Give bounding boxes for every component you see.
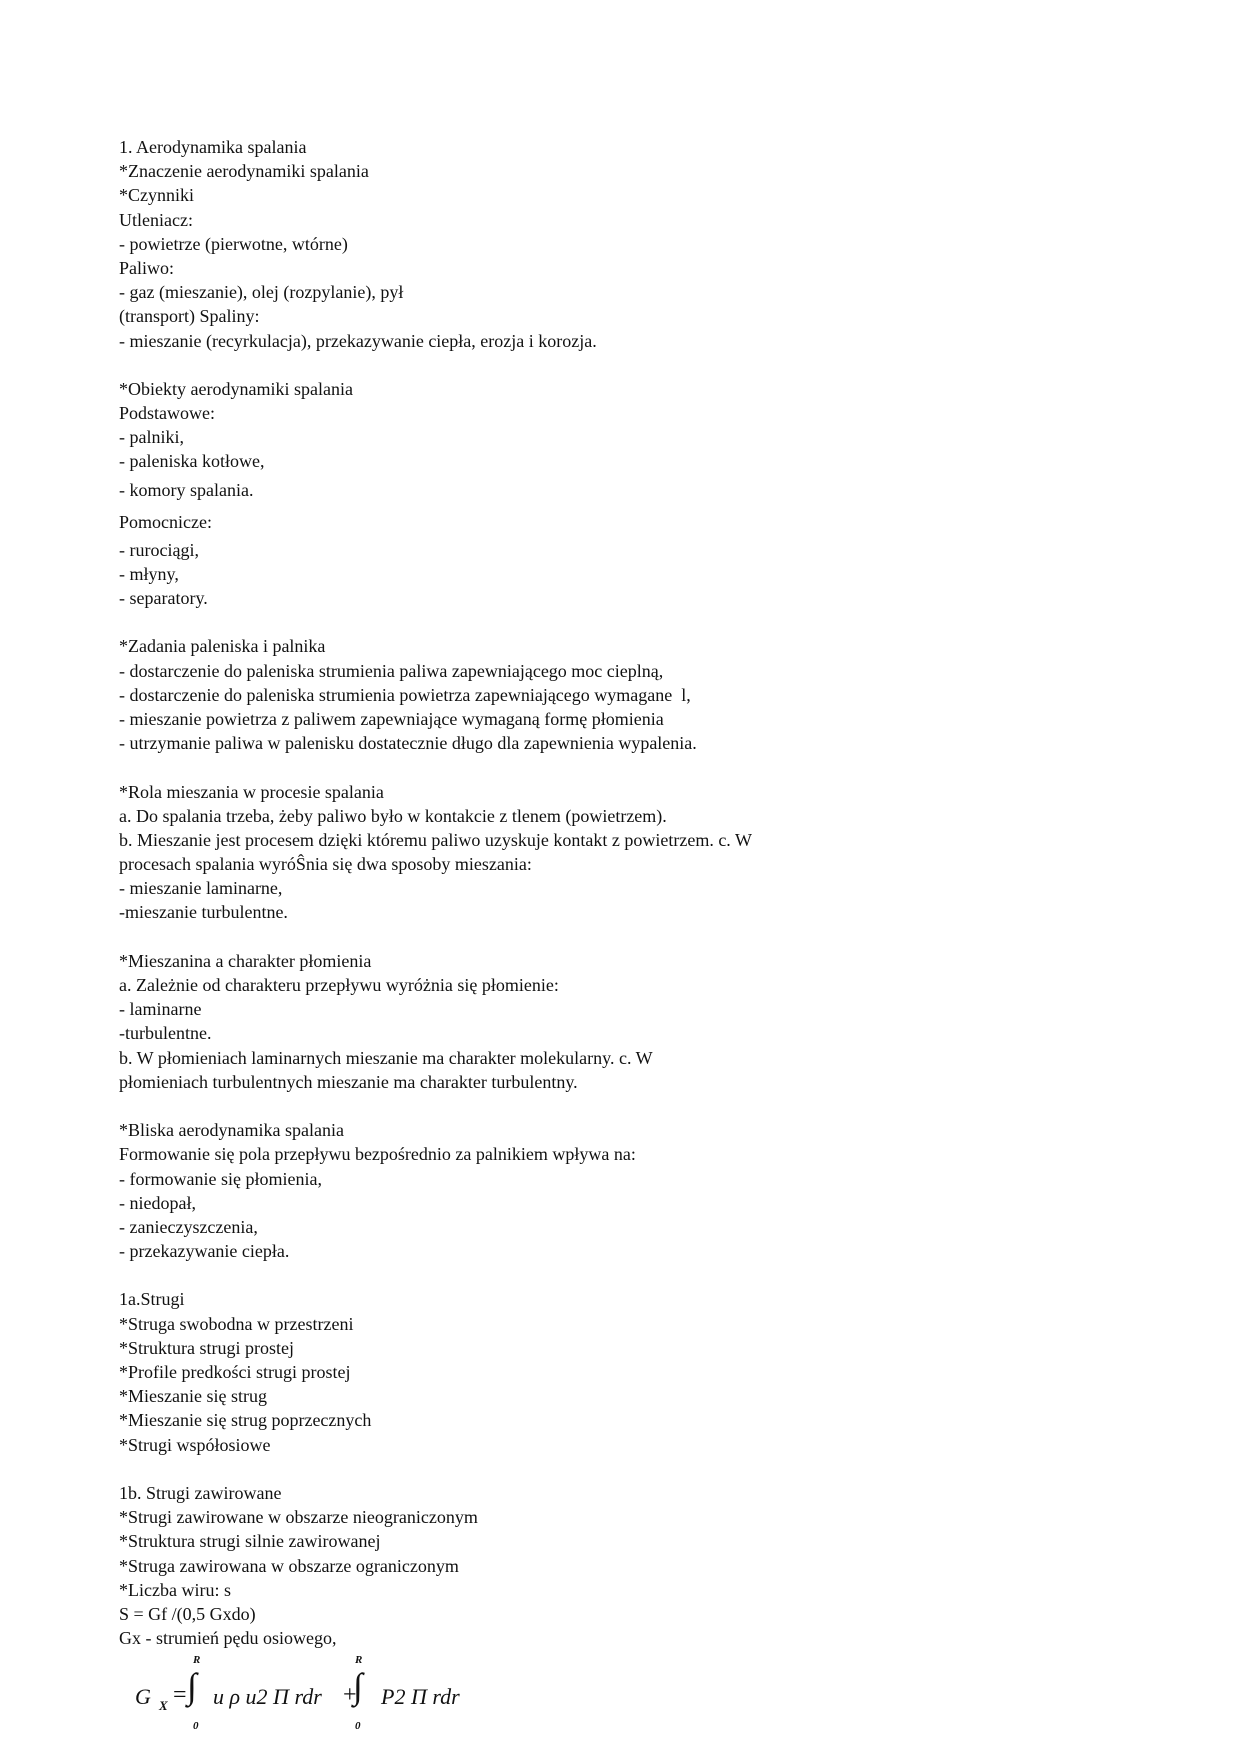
text-line: b. W płomieniach laminarnych mieszanie ma charakter molekularny. c. W: [119, 1047, 653, 1068]
subheading: *Mieszanie się strug poprzecznych: [119, 1410, 372, 1431]
list-item: - zanieczyszczenia,: [119, 1216, 258, 1237]
integral-lower-limit: 0: [355, 1720, 361, 1733]
formula-equals: =: [173, 1682, 187, 1709]
document-body: [119, 135, 879, 1734]
integral-lower-limit: 0: [193, 1720, 199, 1733]
list-item: - separatory.: [119, 588, 208, 608]
subheading: *Struga zawirowana w obszarze ograniczonym: [119, 1555, 459, 1576]
list-item: - komory spalania.: [119, 479, 254, 500]
subheading: *Mieszanie się strug: [119, 1386, 267, 1407]
list-item: - rurociągi,: [119, 539, 199, 560]
integral-upper-limit: R: [193, 1654, 201, 1667]
formula-lhs: G: [135, 1684, 151, 1710]
equation-line: S = Gf /(0,5 Gxdo): [119, 1603, 256, 1624]
text-line: procesach spalania wyróŜnia się dwa sposoby mieszania:: [119, 854, 532, 875]
formula-plus: +: [343, 1682, 357, 1709]
text-line: Podstawowe:: [119, 403, 215, 424]
text-line: płomieniach turbulentnych mieszanie ma charakter turbulentny.: [119, 1071, 578, 1092]
subheading: *Profile predkości strugi prostej: [119, 1362, 351, 1382]
list-item: - gaz (mieszanie), olej (rozpylanie), pył: [119, 282, 404, 303]
text-line: b. Mieszanie jest procesem dzięki któremu paliwo uzyskuje kontakt z powietrzem. c. W: [119, 829, 752, 850]
text-line: Paliwo:: [119, 257, 175, 278]
list-item: -mieszanie turbulentne.: [119, 902, 288, 923]
momentum-flux-formula: [119, 1654, 879, 1734]
list-item: - niedopał,: [119, 1192, 196, 1213]
subheading: *Czynniki: [119, 185, 194, 206]
text-line: Pomocnicze:: [119, 511, 212, 532]
text-line: a. Zależnie od charakteru przepływu wyróżnia się płomienie:: [119, 975, 559, 995]
subheading: *Zadania paleniska i palnika: [119, 636, 326, 657]
text-line: a. Do spalania trzeba, żeby paliwo było w kontakcie z tlenem (powietrzem).: [119, 805, 667, 826]
list-item: - paleniska kotłowe,: [119, 451, 265, 472]
section-title: 1. Aerodynamika spalania: [119, 137, 307, 157]
subheading: *Strugi współosiowe: [119, 1434, 271, 1455]
list-item: - młyny,: [119, 563, 179, 584]
list-item: - mieszanie (recyrkulacja), przekazywanie ciepła, erozja i korozja.: [119, 330, 597, 351]
integral-upper-limit: R: [355, 1654, 363, 1667]
list-item: - utrzymanie paliwa w palenisku dostatecznie długo dla zapewnienia wypalenia.: [119, 733, 697, 754]
list-item: - mieszanie powietrza z paliwem zapewniające wymaganą formę płomienia: [119, 708, 664, 729]
subheading: *Obiekty aerodynamiki spalania: [119, 378, 353, 399]
formula-term-1: u ρ u2 Π rdr: [213, 1684, 322, 1710]
integral-sign-icon: ∫: [187, 1666, 197, 1707]
list-item: - laminarne: [119, 999, 202, 1020]
list-item: - przekazywanie ciepła.: [119, 1241, 290, 1262]
subheading: *Rola mieszania w procesie spalania: [119, 781, 384, 802]
list-item: - palniki,: [119, 427, 184, 448]
subheading: *Bliska aerodynamika spalania: [119, 1120, 344, 1141]
section-title: 1a.Strugi: [119, 1289, 185, 1310]
formula-lhs-subscript: X: [159, 1698, 168, 1714]
list-item: - dostarczenie do paleniska strumienia paliwa zapewniającego moc cieplną,: [119, 660, 664, 681]
list-item: - mieszanie laminarne,: [119, 878, 283, 899]
subheading: *Liczba wiru: s: [119, 1579, 231, 1600]
list-item: - powietrze (pierwotne, wtórne): [119, 233, 348, 254]
subheading: *Struktura strugi prostej: [119, 1337, 294, 1358]
text-line: Utleniacz:: [119, 209, 193, 230]
text-line: Gx - strumień pędu osiowego,: [119, 1628, 337, 1649]
text-line: (transport) Spaliny:: [119, 306, 260, 327]
list-item: -turbulentne.: [119, 1023, 212, 1044]
section-title: 1b. Strugi zawirowane: [119, 1482, 282, 1503]
integral-sign-icon: ∫: [353, 1666, 363, 1707]
subheading: *Znaczenie aerodynamiki spalania: [119, 161, 369, 182]
subheading: *Struktura strugi silnie zawirowanej: [119, 1531, 381, 1552]
list-item: - dostarczenie do paleniska strumienia powietrza zapewniającego wymagane l,: [119, 684, 691, 705]
subheading: *Strugi zawirowane w obszarze nieograniczonym: [119, 1507, 478, 1528]
formula-term-2: P2 Π rdr: [381, 1684, 460, 1710]
list-item: - formowanie się płomienia,: [119, 1168, 322, 1189]
subheading: *Mieszanina a charakter płomienia: [119, 950, 372, 971]
text-line: Formowanie się pola przepływu bezpośrednio za palnikiem wpływa na:: [119, 1144, 636, 1165]
subheading: *Struga swobodna w przestrzeni: [119, 1313, 354, 1334]
